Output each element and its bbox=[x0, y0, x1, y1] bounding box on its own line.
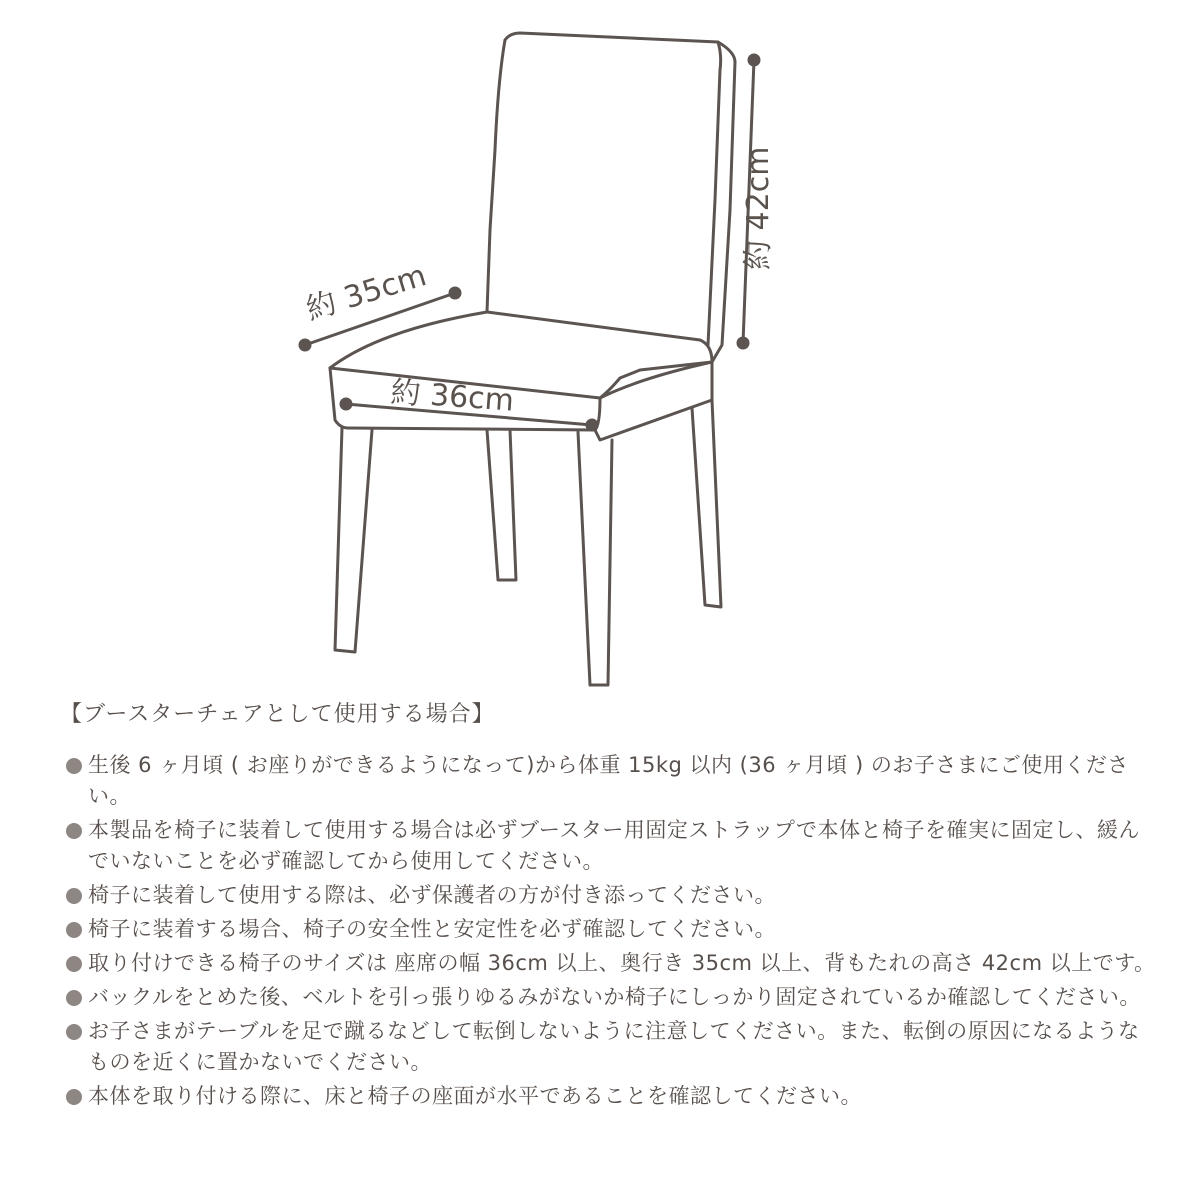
chair-leg-back-left bbox=[487, 430, 516, 580]
chair-backrest-side bbox=[708, 42, 721, 345]
bullet-icon bbox=[66, 758, 82, 774]
dimension-height-label: 約 42cm bbox=[741, 146, 776, 270]
list-item-text: 本体を取り付ける際に、床と椅子の座面が水平であることを確認してください。 bbox=[88, 1084, 862, 1108]
list-item-text: お子さまがテーブルを足で蹴るなどして転倒しないように注意してください。また、転倒の原因になるようなものを近くに置かないでください。 bbox=[88, 1019, 1140, 1074]
chair-backrest bbox=[487, 33, 735, 362]
chair-leg-front-right bbox=[578, 432, 612, 685]
list-item bbox=[60, 948, 1160, 979]
list-item-text: 本製品を椅子に装着して使用する場合は必ずブースター用固定ストラップで本体と椅子を確実に固定し、緩んでいないことを必ず確認してから使用してください。 bbox=[88, 818, 1141, 873]
list-item-text: 椅子に装着して使用する際は、必ず保護者の方が付き添ってください。 bbox=[88, 883, 776, 907]
bullet-icon bbox=[66, 922, 82, 938]
bullet-icon bbox=[66, 990, 82, 1006]
list-item-text: 取り付けできる椅子のサイズは 座席の幅 36cm 以上、奥行き 35cm 以上、背もたれの高さ 42cm 以上です。 bbox=[88, 951, 1156, 975]
dimension-width-label: 約 36cm bbox=[389, 375, 516, 419]
list-item bbox=[60, 982, 1160, 1013]
list-item bbox=[60, 815, 1160, 877]
list-item bbox=[60, 750, 1160, 812]
bullet-icon bbox=[66, 888, 82, 904]
chair-seat-top bbox=[330, 312, 712, 398]
bullet-icon bbox=[66, 823, 82, 839]
chair-leg-back-right bbox=[692, 400, 721, 607]
list-item bbox=[60, 880, 1160, 911]
list-item bbox=[60, 1081, 1160, 1112]
list-item-text: バックルをとめた後、ベルトを引っ張りゆるみがないか椅子にしっかり固定されているか確認してください。 bbox=[88, 985, 1141, 1009]
list-item bbox=[60, 914, 1160, 945]
dimension-depth-label: 約 35cm bbox=[302, 258, 431, 328]
notes-list bbox=[60, 750, 1160, 1112]
bullet-icon bbox=[66, 1024, 82, 1040]
bullet-icon bbox=[66, 1089, 82, 1105]
chair-leg-front-left bbox=[335, 428, 372, 652]
bullet-icon bbox=[66, 956, 82, 972]
usage-notes bbox=[60, 700, 1160, 1115]
list-item-text: 生後 6 ヶ月頃 ( お座りができるようになって)から体重 15kg 以内 (36 ヶ月頃 ) のお子さまにご使用ください。 bbox=[88, 753, 1129, 808]
list-item bbox=[60, 1016, 1160, 1078]
list-item-text: 椅子に装着する場合、椅子の安全性と安定性を必ず確認してください。 bbox=[88, 917, 776, 941]
notes-heading: 【ブースターチェアとして使用する場合】 bbox=[60, 702, 495, 727]
